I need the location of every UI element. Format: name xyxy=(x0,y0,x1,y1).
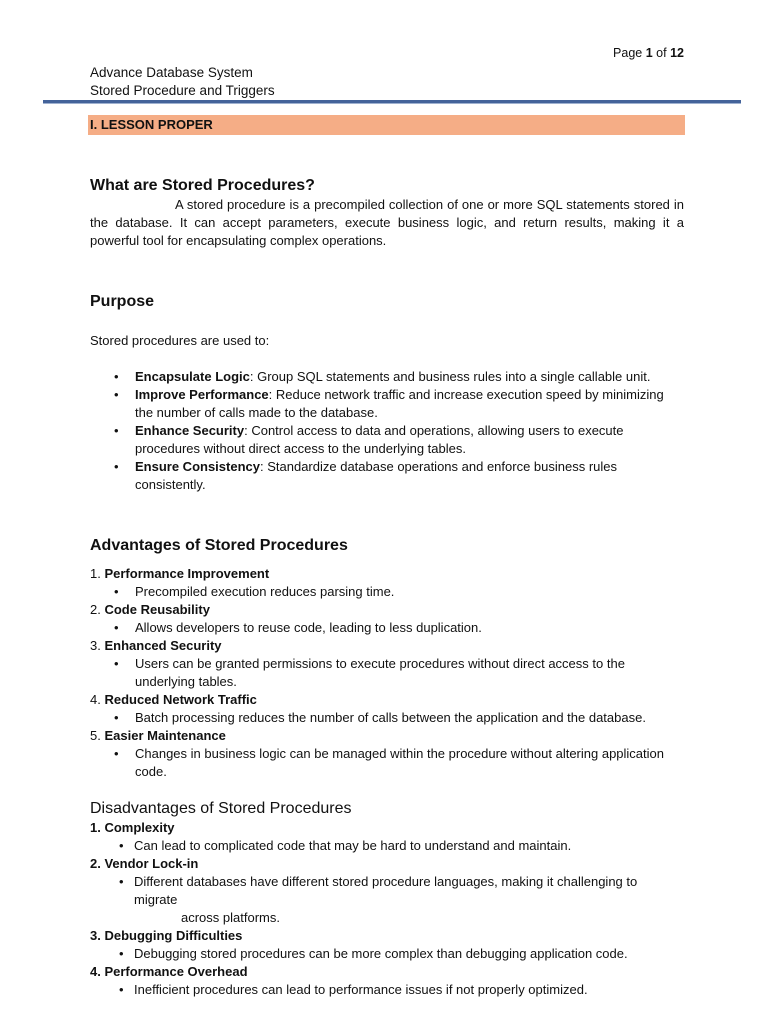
advantage-number: 3. xyxy=(90,638,105,653)
advantage-detail-text: Precompiled execution reduces parsing time. xyxy=(135,584,395,599)
bullet-icon: • xyxy=(114,620,119,635)
what-is-paragraph: A stored procedure is a precompiled collection of one or more SQL statements stored in the database. It can accept parameters, execute business logic, and return results, making it a powerful tool for encapsulating complex operations. xyxy=(90,197,684,248)
disadvantage-detail-text: Inefficient procedures can lead to performance issues if not properly optimized. xyxy=(134,982,588,997)
advantages-title: Advantages of Stored Procedures xyxy=(90,537,348,554)
course-title: Advance Database System xyxy=(90,65,253,80)
purpose-list-item xyxy=(114,458,684,494)
purpose-item-term: Encapsulate Logic xyxy=(135,369,250,384)
purpose-item-term: Ensure Consistency xyxy=(135,459,260,474)
bullet-icon: • xyxy=(114,369,119,384)
page-number xyxy=(613,46,684,60)
disadvantage-head: 2. Vendor Lock-in xyxy=(90,856,199,871)
advantage-detail-text: Allows developers to reuse code, leading to less duplication. xyxy=(135,620,482,635)
advantage-detail xyxy=(90,709,684,727)
advantage-detail xyxy=(90,655,684,691)
advantage-detail xyxy=(90,745,684,781)
advantage-detail-text: Users can be granted permissions to execute procedures without direct access to the underlying tables. xyxy=(135,656,625,689)
advantage-item xyxy=(90,691,684,709)
purpose-intro: Stored procedures are used to: xyxy=(90,333,270,348)
bullet-icon: • xyxy=(114,656,119,671)
purpose-list-item xyxy=(114,386,684,422)
advantage-number: 5. xyxy=(90,728,105,743)
bullet-icon: • xyxy=(114,387,119,402)
purpose-list-item xyxy=(114,422,684,458)
bullet-icon: • xyxy=(114,710,119,725)
document-body xyxy=(90,176,684,999)
advantage-item xyxy=(90,601,684,619)
purpose-list xyxy=(90,368,684,494)
what-is-title: What are Stored Procedures? xyxy=(90,177,315,194)
bullet-icon: • xyxy=(114,423,119,438)
bullet-icon: • xyxy=(114,746,119,761)
purpose-item-text: : Group SQL statements and business rules into a single callable unit. xyxy=(249,369,651,384)
purpose-item-term: Improve Performance xyxy=(135,387,269,402)
advantage-number: 4. xyxy=(90,692,105,707)
disadvantage-head: 1. Complexity xyxy=(90,820,175,835)
bullet-icon: • xyxy=(114,459,119,474)
page-total: 12 xyxy=(670,46,684,60)
purpose-list-item xyxy=(114,368,684,386)
page-prefix: Page xyxy=(613,46,643,60)
disadvantages-list xyxy=(90,819,684,999)
topic-title: Stored Procedure and Triggers xyxy=(90,83,275,98)
bullet-icon: • xyxy=(119,946,124,961)
advantage-detail-text: Batch processing reduces the number of calls between the application and the database. xyxy=(135,710,646,725)
disadvantage-detail-text: Different databases have different stored procedure languages, making it challenging to migrate xyxy=(134,874,638,907)
lesson-proper-bar: I. LESSON PROPER xyxy=(88,115,685,135)
disadvantage-head: 4. Performance Overhead xyxy=(90,964,248,979)
page-of: of xyxy=(656,46,667,60)
advantage-title: Reduced Network Traffic xyxy=(104,692,257,707)
purpose-item-term: Enhance Security xyxy=(135,423,245,438)
advantage-title: Performance Improvement xyxy=(104,566,270,581)
disadvantages-title: Disadvantages of Stored Procedures xyxy=(90,800,352,817)
disadvantage-detail xyxy=(90,945,684,963)
disadvantage-head: 3. Debugging Difficulties xyxy=(90,928,243,943)
page-current: 1 xyxy=(645,46,653,60)
purpose-title: Purpose xyxy=(90,293,155,310)
advantage-title: Easier Maintenance xyxy=(104,728,226,743)
advantage-detail-text: Changes in business logic can be managed within the procedure without altering application code. xyxy=(135,746,665,779)
header-rule xyxy=(43,100,741,104)
advantage-item xyxy=(90,727,684,745)
bullet-icon: • xyxy=(114,584,119,599)
bullet-icon: • xyxy=(119,982,124,997)
document-header xyxy=(90,64,275,100)
disadvantage-detail xyxy=(90,837,684,855)
advantage-number: 2. xyxy=(90,602,105,617)
disadvantage-detail xyxy=(90,873,684,927)
advantage-detail xyxy=(90,619,684,637)
disadvantage-detail-text: Can lead to complicated code that may be hard to understand and maintain. xyxy=(134,838,572,853)
bullet-icon: • xyxy=(119,874,124,889)
advantage-title: Code Reusability xyxy=(104,602,210,617)
advantage-item xyxy=(90,565,684,583)
bullet-icon: • xyxy=(119,838,124,853)
advantage-title: Enhanced Security xyxy=(104,638,222,653)
advantage-item xyxy=(90,637,684,655)
purpose-item-text: : Reduce network traffic and increase execution speed by minimizing the number of calls made to the database. xyxy=(135,387,664,420)
advantage-detail xyxy=(90,583,684,601)
disadvantage-detail-cont: across platforms. xyxy=(181,910,280,925)
disadvantage-detail xyxy=(90,981,684,999)
purpose-item-text: : Control access to data and operations, allowing users to execute procedures without direct access to the underlying tables. xyxy=(135,423,624,456)
purpose-item-text: : Standardize database operations and enforce business rules consistently. xyxy=(135,459,618,492)
advantage-number: 1. xyxy=(90,566,105,581)
advantages-list xyxy=(90,565,684,781)
disadvantage-detail-text: Debugging stored procedures can be more complex than debugging application code. xyxy=(134,946,628,961)
